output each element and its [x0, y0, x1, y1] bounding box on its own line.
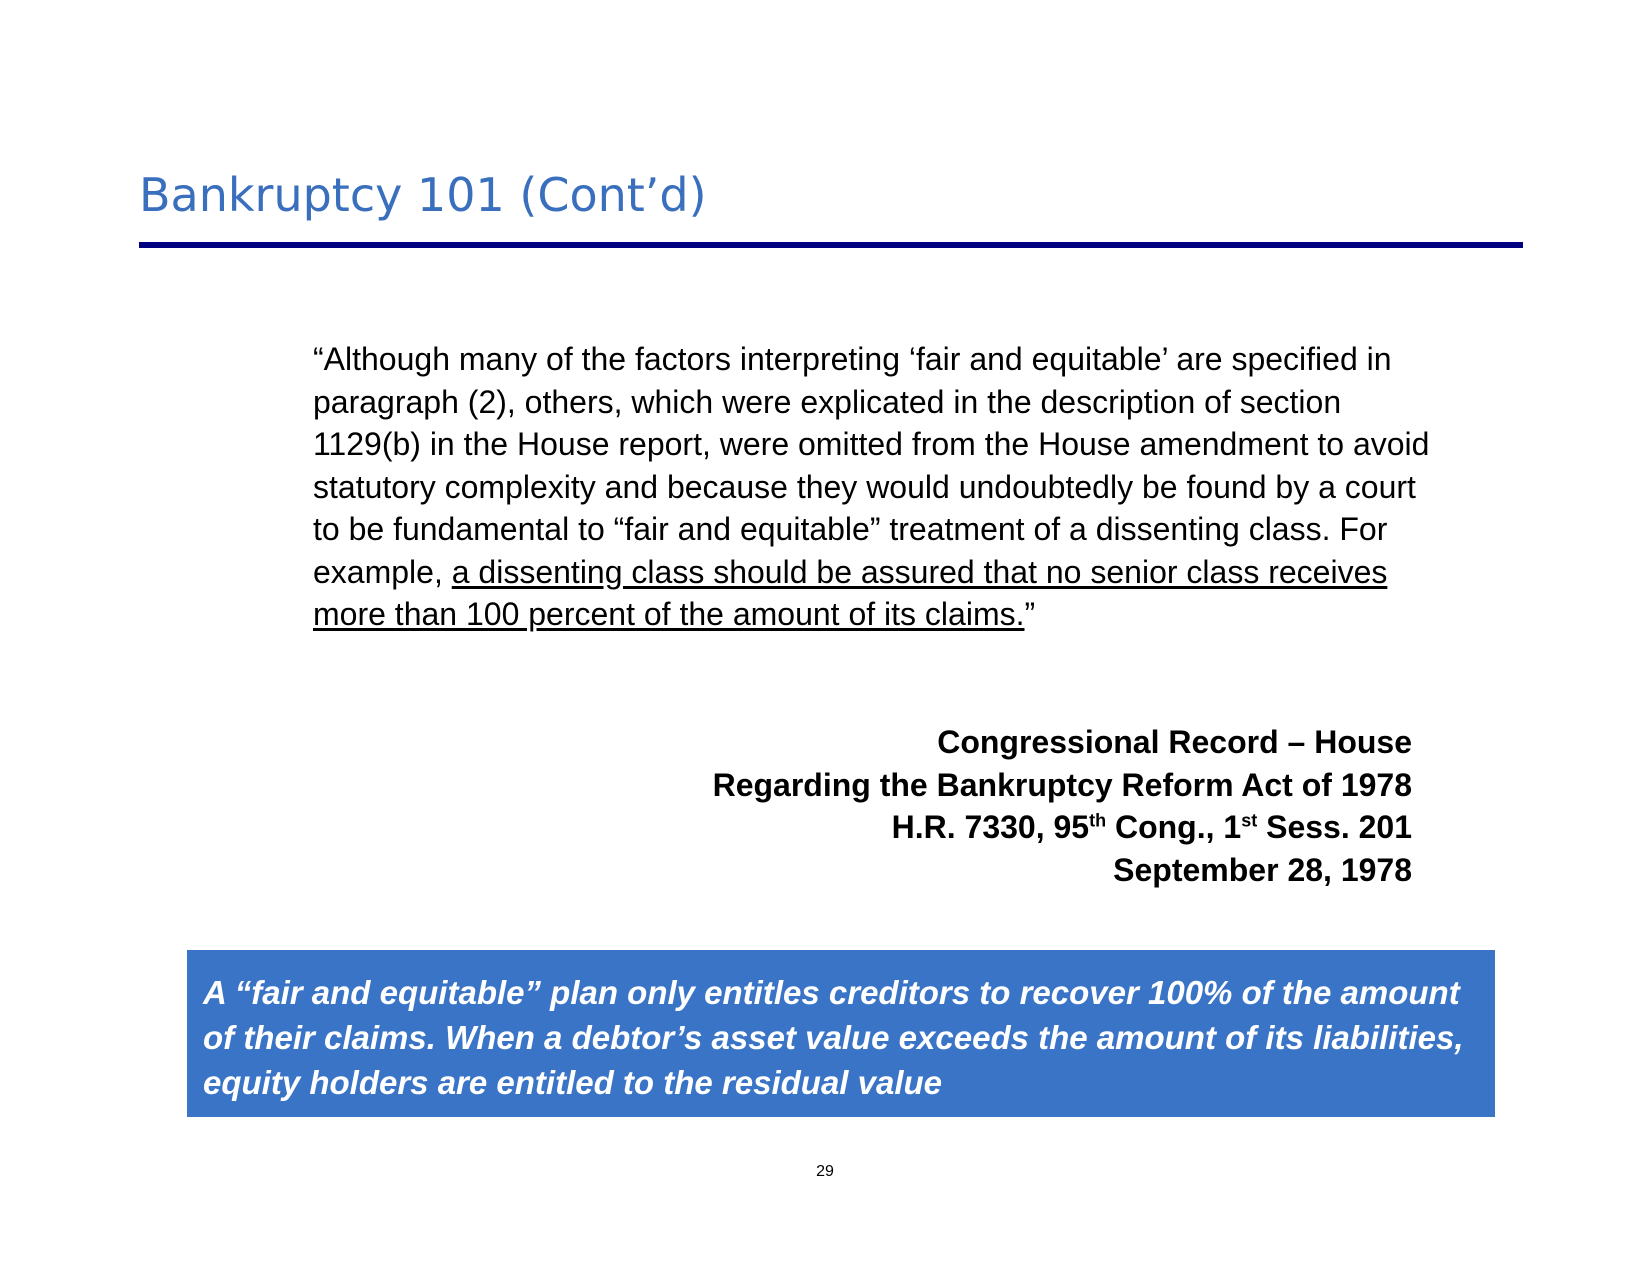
quote-closing-mark: ” [1024, 596, 1036, 632]
citation-bill: H.R. 7330, 95 [891, 809, 1090, 845]
citation-line-3 [512, 806, 1412, 849]
citation-session: Sess. 201 [1257, 809, 1412, 845]
citation-ordinal-st: st [1241, 810, 1258, 831]
citation-line-4: September 28, 1978 [1113, 851, 1412, 888]
slide-title: Bankruptcy 101 (Cont’d) [139, 168, 707, 222]
citation-line-2: Regarding the Bankruptcy Reform Act of 1978 [712, 766, 1412, 803]
summary-callout [187, 950, 1495, 1117]
title-divider [139, 242, 1523, 248]
citation-block [512, 721, 1412, 891]
quote-text: “Although many of the factors interpreting ‘fair and equitable’ are specified in paragraph (2), others, which were explicated in the description of section 1129(b) in the House report, were omitted from the House amendment to avoid statutory complexity and because they would undoubtedly be found by a court to be fundamental to “fair and equitable” treatment of a dissenting class. For example, [313, 341, 1430, 590]
citation-line-1: Congressional Record – House [937, 724, 1412, 760]
quote-block [313, 338, 1443, 636]
citation-ordinal-th: th [1089, 810, 1107, 831]
quote-underlined-text: a dissenting class should be assured that no senior class receives more than 100 percent of the amount of its claims. [313, 553, 1388, 632]
page-number: 29 [816, 1163, 834, 1180]
summary-callout-text: A “fair and equitable” plan only entitles creditors to recover 100% of the amount of their claims. When a debtor’s asset value exceeds the amount of its liabilities, equity holders are entitled to the residual value [203, 974, 1464, 1101]
citation-congress: Cong., 1 [1106, 809, 1242, 845]
